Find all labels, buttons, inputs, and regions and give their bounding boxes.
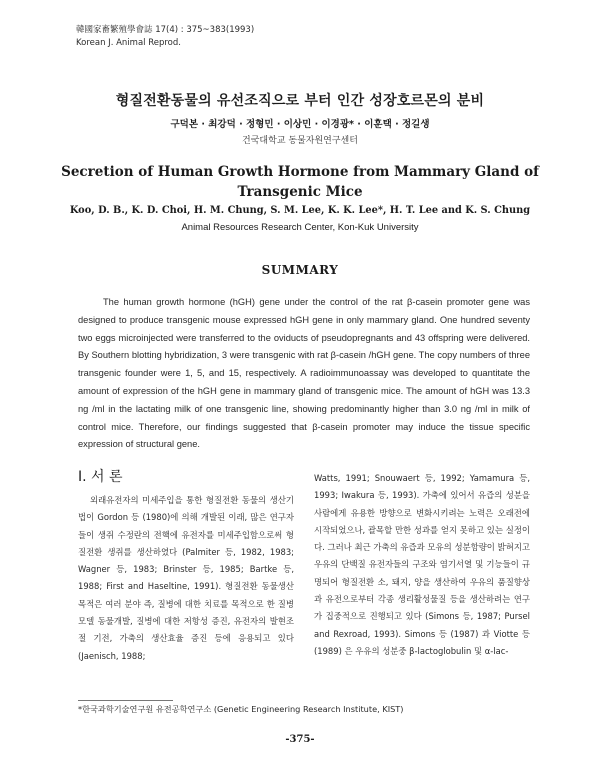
english-authors: Koo, D. B., K. D. Choi, H. M. Chung, S. M. Lee, K. K. Lee*, H. T. Lee and K. S. Chung [69, 205, 531, 216]
korean-authors: 구덕본 · 최강덕 · 정형민 · 이상민 · 이경광* · 이훈택 · 정길생 [170, 119, 430, 130]
body-left-column: 외래유전자의 미세주입을 통한 형질전환 동물의 생산기법이 Gordon 등 (1980)에 의해 개발된 이래, 많은 연구자들이 생쥐 수정란의 전핵에 유전자를 미세주입함으로써 형질전환 생쥐를 생산하였다 (Palmiter 등, 1982, 1983; Wagner 등, 1983; Brinster 등, 1985; Bartke 등, 1988; First and Haseltine, 1991). 형질전환 동물생산 목적은 여러 분야 즉, 질병에 대한 치료를 목적으로 한 질병모델 동물개발, 질병에 대한 저항성 증진, 유전자의 발현조절 기전, 가축의 생산효율 증진 등에 응용되고 있다 (Jaenisch, 1988; [78, 495, 294, 661]
footnote: *한국과학기술연구원 유전공학연구소 (Genetic Engineering Research Institute, KIST) [78, 704, 404, 714]
footnote-divider [78, 700, 173, 701]
korean-affiliation: 건국대학교 동물자원연구센터 [242, 136, 358, 146]
journal-citation-line2: Korean J. Animal Reprod. [76, 38, 181, 48]
body-right-column: Watts, 1991; Snouwaert 등, 1992; Yamamura 등, 1993; Iwakura 등, 1993). 가축에 있어서 유즙의 성분을 사람에게 유용한 방향으로 변화시키려는 노력은 오래전에 시작되었으나, 괄목할 만한 성과를 얻지 못하고 있는 실정이다. 그러나 최근 가축의 유즙과 모유의 성분함량이 밝혀지고 우유의 단백질 유전자들의 구조와 염기서열 및 기능들이 규명되어 형질전환 소, 돼지, 양을 생산하여 우유의 품질향상과 유전으로부터 각종 생리활성물질 등을 생산하려는 연구가 집중적으로 진행되고 있다 (Simons 등, 1987; Pursel and Rexroad, 1993). Simons 등 (1987) 과 Viotte 등 (1989) 은 우유의 성분중 β-lactoglobulin 및 α-lac- [314, 473, 530, 656]
abstract-paragraph: The human growth hormone (hGH) gene under the control of the rat β-casein promoter gene was designed to produce transgenic mouse expressed hGH gene in only mammary gland. One hundred seventy two eggs microinjected were transferred to the oviducts of pseudopregnants and 43 offspring were delivered. By Southern blotting hybridization, 3 were transgenic with rat β-casein /hGH gene. The copy numbers of three transgenic founder were 1, 5, and 15, respectively. A radioimmunoassay was developed to quantitate the amount of expression of the hGH gene in mammary gland of transgenic mice. The amount of hGH was 13.3 ng /ml in the lactating milk of one transgenic line, showing predominantly higher than 3.0 ng /ml in milk of control mice. Therefore, our findings suggested that β-casein promoter may induce the tissue specific expression of structural gene. [78, 297, 530, 450]
section-heading: I. 서 론 [78, 469, 123, 485]
journal-citation [76, 24, 254, 50]
english-title-line1: Secretion of Human Growth Hormone from Mammary Gland of [61, 164, 539, 180]
english-title [60, 162, 540, 202]
summary-heading: SUMMARY [261, 263, 339, 277]
english-title-line2: Transgenic Mice [237, 184, 363, 200]
korean-title: 형질전환동물의 유선조직으로 부터 인간 성장호르몬의 분비 [115, 93, 485, 109]
page-number: -375- [285, 734, 315, 745]
english-affiliation: Animal Resources Research Center, Kon-Kuk University [181, 222, 419, 233]
journal-citation-line1: 韓國家畜繁殖學會誌 17(4) : 375~383(1993) [76, 25, 255, 35]
